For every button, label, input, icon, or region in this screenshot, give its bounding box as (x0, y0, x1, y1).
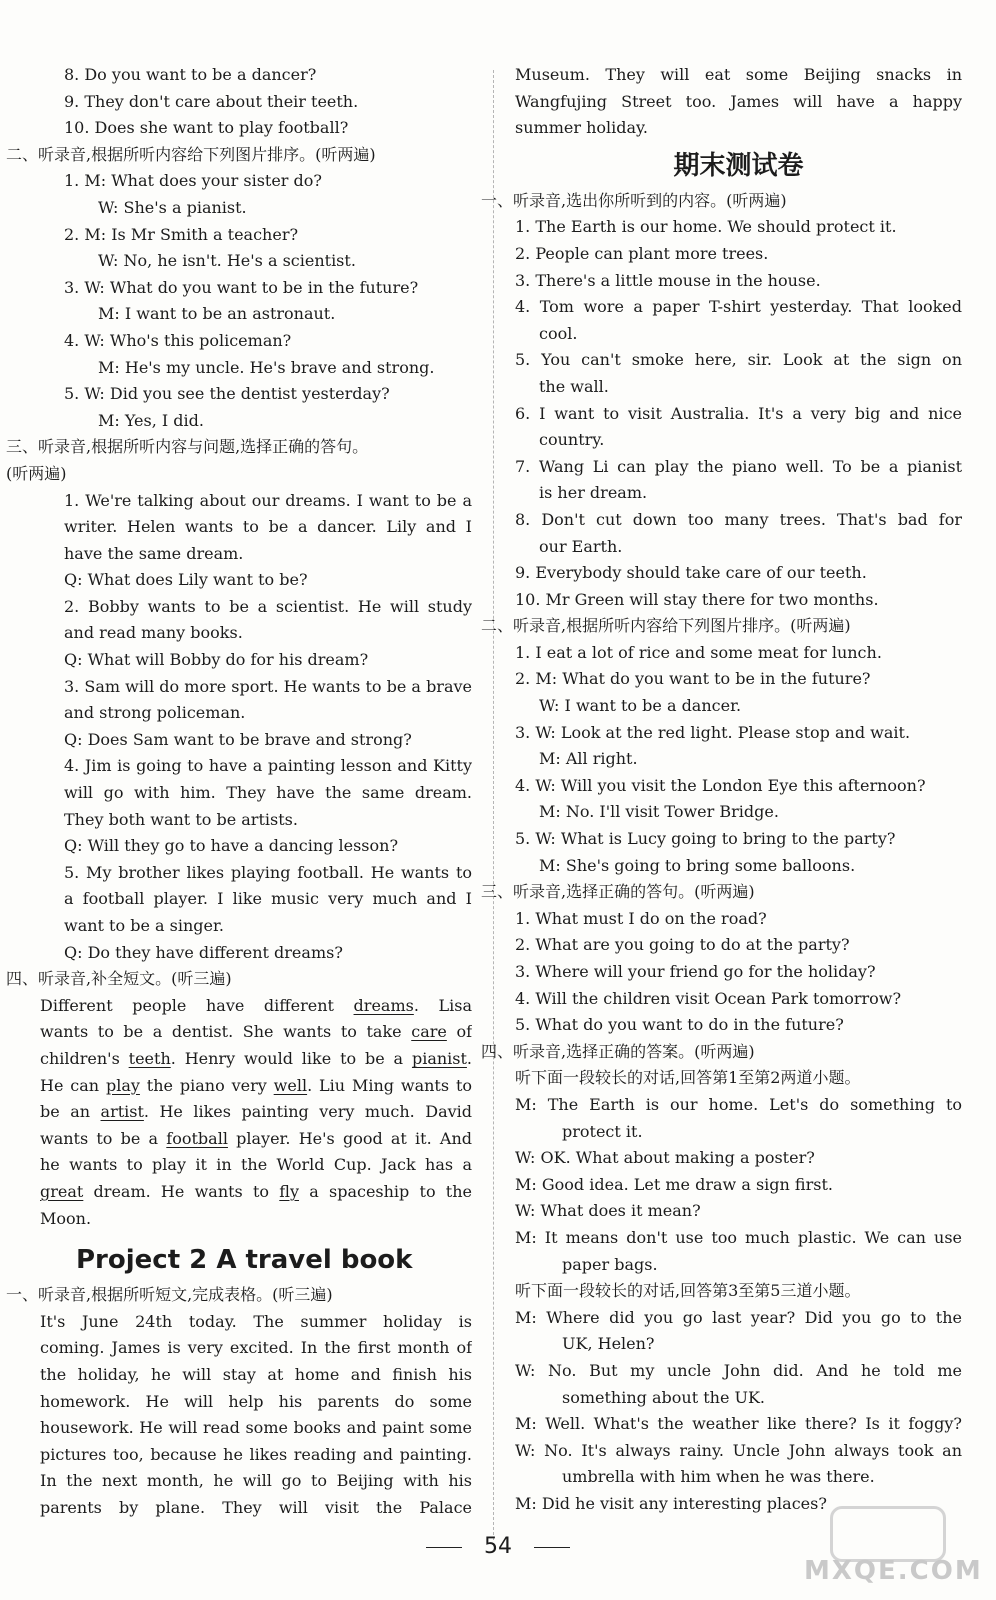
cloze-text: player. He's good at it. And (227, 1128, 472, 1148)
section-heading: 二、听录音,根据所听内容给下列图片排序。(听两遍) (481, 616, 851, 636)
text-line: Q: Will they go to have a dancing lesson? (64, 836, 399, 856)
cloze-answer: fly (279, 1181, 299, 1201)
text-line: country. (539, 430, 605, 450)
text-line: 5. W: Did you see the dentist yesterday? (64, 384, 390, 404)
left-lines (6, 62, 472, 993)
text-line: and read many books. (64, 623, 243, 643)
text-line: 4. Will the children visit Ocean Park tomorrow? (515, 988, 902, 1008)
cloze-text: . Lisa (413, 995, 472, 1015)
cloze-text: . He likes painting very much. David (143, 1102, 472, 1122)
text-line: parents by plane. They will visit the Palace (40, 1497, 472, 1517)
text-line: In the next month, he will go to Beijing with his (40, 1471, 472, 1491)
text-line: umbrella with him when he was there. (562, 1467, 875, 1487)
text-line: 5. My brother likes playing football. He wants to (64, 862, 472, 882)
text-line: 4. W: Who's this policeman? (64, 330, 292, 350)
text-line: M: Well. What's the weather like there? Is it foggy? (515, 1414, 962, 1434)
text-line: want to be a singer. (64, 916, 224, 935)
text-line: 4. W: Will you visit the London Eye this afternoon? (515, 775, 926, 795)
text-line: will go with him. They have the same dream. (64, 783, 472, 803)
page-number: 54 (484, 1534, 512, 1559)
section-heading: 一、听录音,选出你所听到的内容。(听两遍) (481, 190, 787, 210)
cloze-answer: well (273, 1075, 308, 1095)
text-line: protect it. (562, 1121, 643, 1141)
text-line: 2. What are you going to do at the party? (515, 935, 850, 955)
text-line: 1. We're talking about our dreams. I want to be a (64, 490, 472, 510)
cloze-text: dream. He wants to (83, 1181, 280, 1201)
cloze-answer: great (40, 1181, 84, 1201)
text-line: It's June 24th today. The summer holiday is (40, 1311, 472, 1331)
text-line: W: No. It's always rainy. Uncle John always took an (515, 1440, 962, 1460)
cloze-text: be an (40, 1102, 101, 1122)
text-line: M: She's going to bring some balloons. (539, 855, 856, 875)
watermark-text: MXQE.COM (804, 1556, 983, 1586)
text-line: something about the UK. (562, 1387, 766, 1407)
text-line: our Earth. (539, 536, 623, 556)
text-line: a football player. I like music very much and I (64, 889, 472, 909)
text-line: W: OK. What about making a poster? (515, 1148, 815, 1168)
text-line: UK, Helen? (562, 1334, 655, 1354)
text-line: 3. Where will your friend go for the holiday? (515, 962, 876, 981)
cloze-answer: football (166, 1128, 228, 1148)
text-line: 2. M: Is Mr Smith a teacher? (64, 224, 299, 244)
text-line: M: He's my uncle. He's brave and strong. (98, 357, 435, 377)
text-line: 2. M: What do you want to be in the future? (515, 669, 871, 689)
cloze-answer: teeth (128, 1048, 171, 1068)
cloze-line (40, 1099, 472, 1126)
cloze-text: Different people have different (40, 995, 354, 1015)
text-line: 9. Everybody should take care of our teeth. (515, 563, 867, 583)
text-line: 4. Jim is going to have a painting lesson and Kitty (64, 756, 472, 776)
text-line: W: What does it mean? (515, 1201, 701, 1221)
text-line: 8. Don't cut down too many trees. That's bad for (515, 509, 962, 529)
column-divider (493, 70, 494, 1540)
text-line: 3. W: Look at the red light. Please stop and wait. (515, 722, 911, 742)
text-line: 7. Wang Li can play the piano well. To be a pianist (515, 456, 962, 476)
cloze-line (40, 1206, 472, 1233)
text-line: summer holiday. (515, 118, 649, 138)
text-line: M: I want to be an astronaut. (98, 304, 336, 324)
text-line: M: Where did you go last year? Did you go to the (515, 1307, 962, 1327)
text-line: 听下面一段较长的对话,回答第1至第2两道小题。 (515, 1068, 861, 1088)
cloze-answer: play (105, 1075, 140, 1095)
text-line: 10. Mr Green will stay there for two months. (515, 589, 879, 609)
text-line: 5. You can't smoke here, sir. Look at the sign on (515, 350, 962, 370)
text-line: They both want to be artists. (64, 809, 298, 829)
cloze-text: a spaceship to the (299, 1181, 472, 1201)
cloze-text: wants to be a (40, 1128, 167, 1148)
section-heading: 二、听录音,根据所听内容给下列图片排序。(听两遍) (6, 144, 376, 164)
text-line: Q: What will Bobby do for his dream? (64, 650, 369, 670)
text-line: pictures too, because he likes reading and painting. (40, 1444, 472, 1464)
text-line: homework. He will help his parents do some (40, 1391, 472, 1411)
text-line: 9. They don't care about their teeth. (64, 91, 359, 111)
text-line: 6. I want to visit Australia. It's a very big and nice (515, 403, 962, 423)
footer-dash-left (426, 1547, 462, 1548)
text-line: have the same dream. (64, 543, 244, 563)
cloze-text: the piano very (139, 1075, 274, 1095)
text-line: 5. W: What is Lucy going to bring to the party? (515, 829, 896, 849)
project-title: Project 2 A travel book (76, 1245, 413, 1276)
cloze-line (40, 1046, 472, 1073)
text-line: 2. People can plant more trees. (515, 243, 769, 263)
right-top-lines (515, 62, 962, 142)
exam-title: 期末测试卷 (673, 150, 804, 181)
text-line: Q: Does Sam want to be brave and strong? (64, 729, 412, 749)
text-line: M: The Earth is our home. Let's do something to (515, 1094, 962, 1114)
text-line: M: Did he visit any interesting places? (515, 1493, 827, 1513)
text-line: the wall. (539, 376, 609, 396)
section-heading: 三、听录音,根据所听内容与问题,选择正确的答句。 (6, 437, 369, 457)
cloze-line (40, 993, 472, 1020)
cloze-text: . Henry would like to be a (170, 1048, 412, 1068)
text-line: W: No, he isn't. He's a scientist. (98, 251, 356, 271)
cloze-text: . Liu Ming wants to (307, 1075, 472, 1095)
text-line: M: All right. (539, 749, 638, 769)
text-line: 1. The Earth is our home. We should protect it. (515, 217, 897, 237)
text-line: paper bags. (562, 1254, 658, 1274)
cloze-passage (40, 993, 472, 1232)
watermark-logo (790, 1506, 983, 1586)
cloze-text: Moon. (40, 1208, 92, 1228)
text-line: 3. There's a little mouse in the house. (515, 270, 821, 290)
text-line: 1. What must I do on the road? (515, 908, 767, 928)
footer-dash-right (534, 1547, 570, 1548)
left-column (6, 62, 472, 1521)
cloze-text: he wants to play it in the World Cup. Jack has a (40, 1155, 472, 1175)
cloze-line (40, 1019, 472, 1046)
text-line: is her dream. (539, 483, 648, 503)
section-heading: 四、听录音,补全短文。(听三遍) (6, 969, 232, 989)
text-line: 4. Tom wore a paper T-shirt yesterday. That looked (515, 297, 962, 317)
text-line: 3. W: What do you want to be in the future? (64, 277, 419, 297)
section-heading: 三、听录音,选择正确的答句。(听两遍) (481, 882, 755, 902)
text-line: 2. Bobby wants to be a scientist. He will study (64, 596, 472, 616)
cloze-answer: artist (100, 1102, 144, 1122)
text-line: 听下面一段较长的对话,回答第3至第5三道小题。 (515, 1281, 861, 1301)
text-line: W: I want to be a dancer. (539, 696, 742, 716)
cloze-text: of (446, 1022, 472, 1042)
exam-lines (481, 188, 962, 1518)
text-line: the holiday, he will stay at home and finish his (40, 1364, 472, 1384)
section-heading: 四、听录音,选择正确的答案。(听两遍) (481, 1041, 755, 1061)
text-line: Q: What does Lily want to be? (64, 570, 308, 590)
cloze-answer: pianist (411, 1048, 467, 1068)
text-line: 1. M: What does your sister do? (64, 171, 322, 191)
cloze-text: children's (40, 1048, 129, 1068)
text-line: W: She's a pianist. (98, 197, 247, 217)
cloze-text: wants to be a dentist. She wants to take (40, 1022, 412, 1042)
cloze-line (40, 1179, 472, 1206)
text-line: 8. Do you want to be a dancer? (64, 65, 317, 84)
project-lines (6, 1282, 472, 1521)
cloze-answer: dreams (353, 995, 414, 1015)
cloze-answer: care (411, 1022, 447, 1042)
text-line: M: Good idea. Let me draw a sign first. (515, 1174, 833, 1194)
cloze-line (40, 1152, 472, 1179)
section-heading: 一、听录音,根据所听短文,完成表格。(听三遍) (6, 1285, 333, 1305)
text-line: M: No. I'll visit Tower Bridge. (539, 802, 779, 822)
text-line: coming. James is very excited. In the first month of (40, 1338, 472, 1358)
text-line: Museum. They will eat some Beijing snacks in (515, 65, 962, 84)
text-line: housework. He will read some books and paint some (40, 1418, 472, 1438)
text-line: Q: Do they have different dreams? (64, 942, 343, 962)
text-line: M: Yes, I did. (98, 410, 204, 430)
cloze-line (40, 1073, 472, 1100)
right-column (481, 62, 962, 1517)
text-line: M: It means don't use too much plastic. We can use (515, 1227, 962, 1247)
text-line: 5. What do you want to do in the future? (515, 1015, 844, 1035)
cloze-line (40, 1126, 472, 1153)
text-line: 1. I eat a lot of rice and some meat for lunch. (515, 642, 882, 662)
section-heading: (听两遍) (6, 463, 67, 483)
text-line: cool. (539, 323, 578, 343)
text-line: writer. Helen wants to be a dancer. Lily and I (64, 517, 472, 537)
text-line: W: No. But my uncle John did. And he told me (515, 1360, 962, 1380)
watermark-badge (830, 1506, 946, 1562)
cloze-text: He can (40, 1075, 106, 1095)
text-line: 3. Sam will do more sport. He wants to be a brave (64, 676, 472, 696)
text-line: 10. Does she want to play football? (64, 118, 349, 138)
cloze-text: . (466, 1048, 472, 1068)
text-line: and strong policeman. (64, 703, 246, 723)
text-line: Wangfujing Street too. James will have a happy (515, 91, 962, 111)
